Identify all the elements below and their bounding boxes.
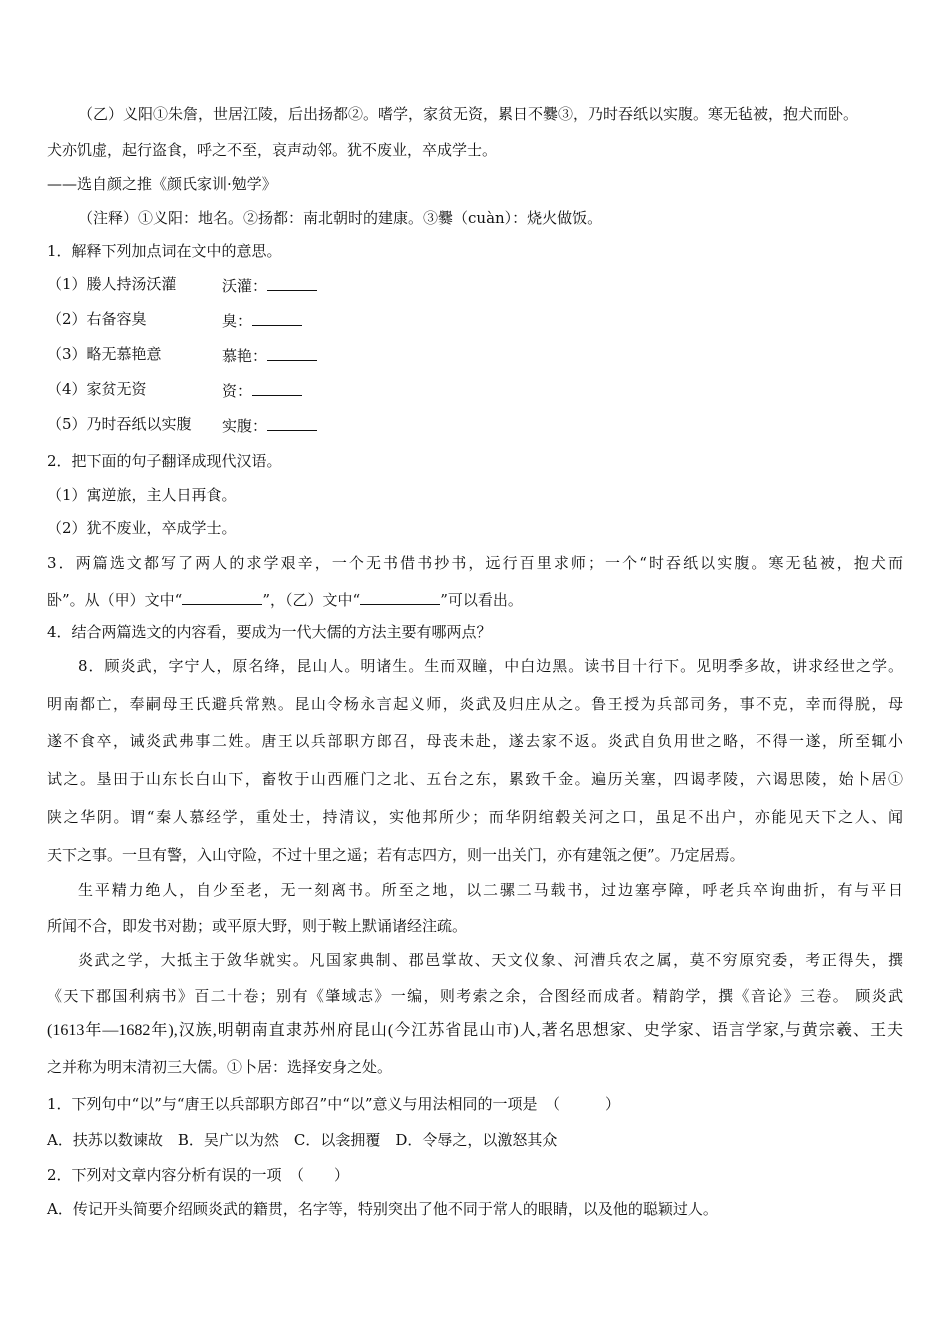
passage-yi-line-2: 犬亦饥虚，起行盗食，呼之不至，哀声动邻。犹不废业，卒成学士。 — [47, 141, 498, 159]
q1-item-5-answer: 实腹： — [222, 416, 317, 436]
passage8-line-1: 8．顾炎武，字宁人，原名绛，昆山人。明诸生。生而双瞳，中白边黑。读书目十行下。见明季多故，讲求经世之学。 — [78, 657, 903, 675]
q1-item-1-answer: 沃灌： — [222, 276, 317, 296]
q1-item-1-label: （1）媵人持汤沃灌 — [47, 275, 177, 293]
q1-item-4-answer: 资： — [222, 381, 302, 401]
passage8-line-12: 之并称为明末清初三大儒。①卜居：选择安身之处。 — [47, 1058, 393, 1076]
mc2-option-a: A．传记开头简要介绍顾炎武的籍贯，名字等，特别突出了他不同于常人的眼睛，以及他的聪颖过人。 — [47, 1200, 718, 1218]
mc2-stem: 2．下列对文章内容分析有误的一项 （ ） — [47, 1166, 350, 1184]
q2-stem: 2．把下面的句子翻译成现代汉语。 — [47, 452, 282, 470]
answer-blank-jia[interactable] — [182, 590, 262, 605]
passage8-line-6: 天下之事。一旦有警，入山守险，不过十里之遥；若有志四方，则一出关门，亦有建瓴之便”。乃定居焉。 — [47, 846, 745, 864]
passage-yi-source: ——选自颜之推《颜氏家训·勉学》 — [47, 175, 277, 193]
answer-blank-yi[interactable] — [360, 590, 440, 605]
q1-stem: 1．解释下列加点词在文中的意思。 — [47, 242, 282, 260]
answer-blank[interactable] — [252, 381, 302, 396]
q1-item-4-label: （4）家贫无资 — [47, 380, 147, 398]
passage8-line-7: 生平精力绝人，自少至老，无一刻离书。所至之地，以二骡二马载书，过边塞亭障，呼老兵卒询曲折，有与平日 — [78, 881, 903, 899]
mc1-options: A．扶苏以数谏故 B．吴广以为然 C．以衾拥覆 D．令辱之，以激怒其众 — [47, 1131, 558, 1149]
passage-yi-line-1: （乙）义阳①朱詹，世居江陵，后出扬都②。嗜学，家贫无资，累日不爨③，乃时吞纸以实腹。寒无毡被，抱犬而卧。 — [78, 105, 859, 123]
q1-item-3-label: （3）略无慕艳意 — [47, 345, 162, 363]
answer-blank[interactable] — [267, 346, 317, 361]
q2-sentence-1: （1）寓逆旅，主人日再食。 — [47, 486, 237, 504]
q2-sentence-2: （2）犹不废业，卒成学士。 — [47, 519, 237, 537]
q3-line-2: 卧”。从（甲）文中“ ”，（乙）文中“ ”可以看出。 — [47, 591, 523, 609]
passage8-line-2: 明南都亡，奉嗣母王氏避兵常熟。昆山令杨永言起义师，炎武及归庄从之。鲁王授为兵部司务，事不克，幸而得脱，母 — [47, 695, 903, 713]
q1-item-3-answer: 慕艳： — [222, 346, 317, 366]
answer-blank[interactable] — [267, 276, 317, 291]
answer-blank[interactable] — [252, 311, 302, 326]
passage-yi-notes: （注释）①义阳：地名。②扬都：南北朝时的建康。③爨（cuàn）：烧火做饭。 — [78, 209, 603, 227]
passage8-line-4: 试之。垦田于山东长白山下，畜牧于山西雁门之北、五台之东，累致千金。遍历关塞，四谒孝陵，六谒思陵，始卜居① — [47, 770, 903, 788]
passage8-line-8: 所闻不合，即发书对勘；或平原大野，则于鞍上默诵诸经注疏。 — [47, 917, 468, 935]
passage8-line-9: 炎武之学，大抵主于敛华就实。凡国家典制、郡邑掌故、天文仪象、河漕兵农之属，莫不穷原究委，考正得失，撰 — [78, 951, 903, 969]
mc1-stem: 1．下列句中“以”与“唐王以兵部职方郎召”中“以”意义与用法相同的一项是 （ ） — [47, 1095, 621, 1113]
q1-item-2-answer: 臭： — [222, 311, 302, 331]
q1-item-2-label: （2）右备容臭 — [47, 310, 147, 328]
passage8-line-3: 遂不食卒，诫炎武弗事二姓。唐王以兵部职方郎召，母丧未赴，遂去家不返。炎武自负用世之略，不得一遂，所至辄小 — [47, 732, 903, 750]
passage8-line-10: 《天下郡国利病书》百二十卷；别有《肇域志》一编，则考索之余，合图经而成者。精韵学，撰《音论》三卷。 顾炎武 — [47, 987, 903, 1005]
answer-blank[interactable] — [267, 416, 317, 431]
q1-item-5-label: （5）乃时吞纸以实腹 — [47, 415, 192, 433]
passage8-line-5: 陕之华阴。谓“秦人慕经学，重处士，持清议，实他邦所少；而华阴绾毂关河之口，虽足不出户，亦能见天下之人、闻 — [47, 808, 903, 826]
q4-stem: 4．结合两篇选文的内容看，要成为一代大儒的方法主要有哪两点？ — [47, 623, 492, 641]
q3-line-1: 3．两篇选文都写了两人的求学艰辛，一个无书借书抄书，远行百里求师；一个“时吞纸以实腹。寒无毡被，抱犬而 — [47, 554, 903, 572]
passage8-line-11: (1613年—1682年),汉族,明朝南直隶苏州府昆山(今江苏省昆山市)人,著名思想家、史学家、语言学家,与黄宗羲、王夫 — [47, 1022, 903, 1039]
